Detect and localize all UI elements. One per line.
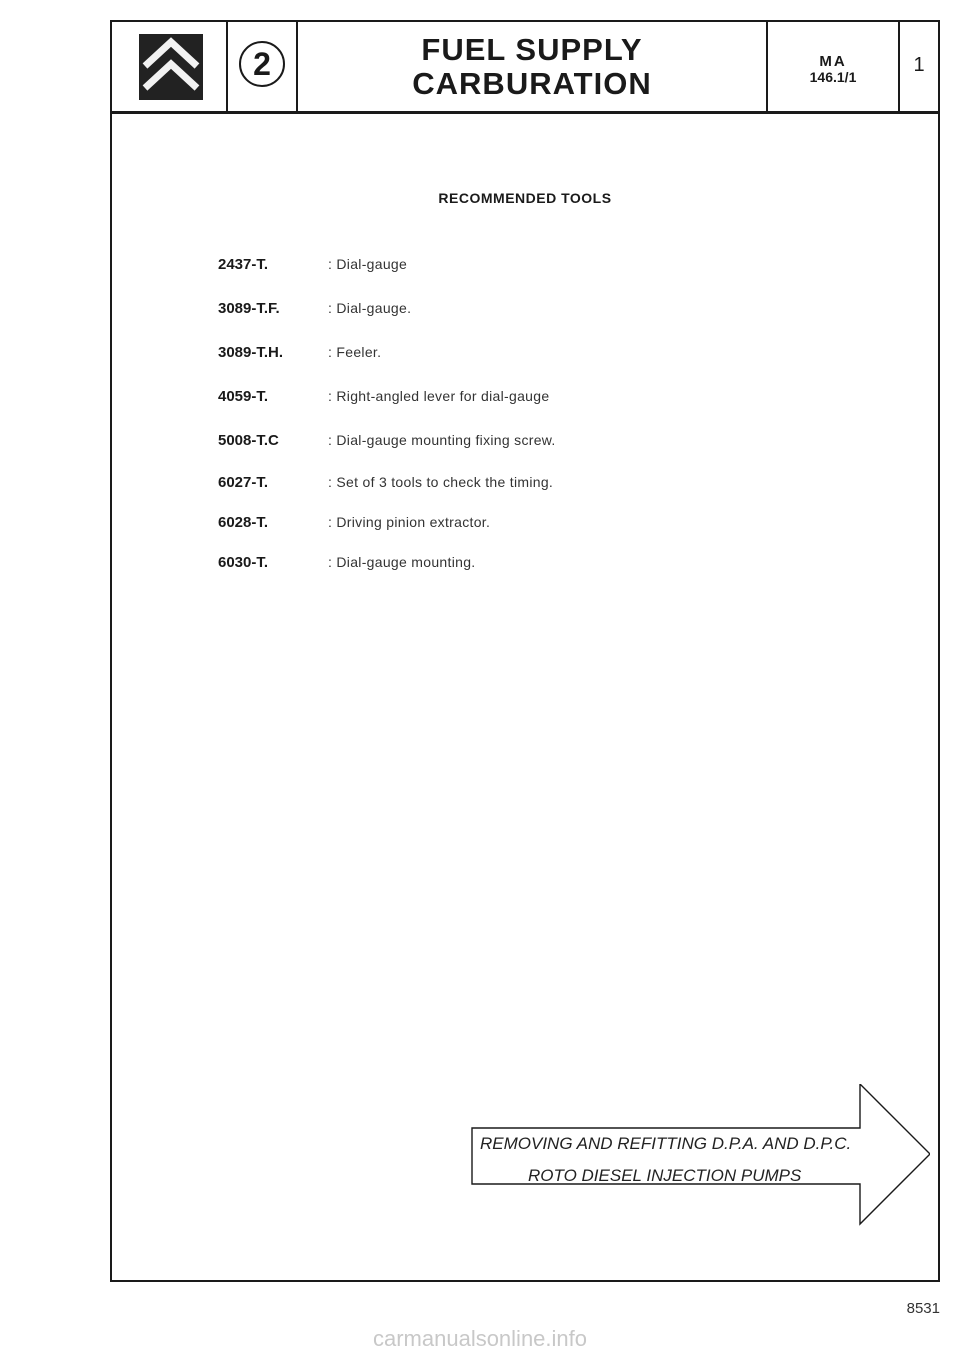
section-title: RECOMMENDED TOOLS <box>438 190 612 206</box>
reference-number: 146.1/1 <box>809 69 857 85</box>
double-chevron-icon <box>139 34 203 100</box>
tool-description: : Dial-gauge <box>328 256 407 272</box>
page-cell <box>900 22 938 111</box>
tool-code: 6030-T. <box>218 554 269 571</box>
tool-description: : Feeler. <box>328 344 381 360</box>
tool-description: : Right-angled lever for dial-gauge <box>328 388 549 404</box>
tool-description: : Set of 3 tools to check the timing. <box>328 474 553 490</box>
title-line-1: FUEL SUPPLY <box>421 32 643 67</box>
header <box>112 22 938 114</box>
title-line-2: CARBURATION <box>412 66 652 101</box>
watermark: carmanualsonline.info <box>372 1326 588 1351</box>
tool-description: : Dial-gauge mounting. <box>328 554 475 570</box>
title-cell <box>298 22 768 111</box>
tool-code: 3089-T.F. <box>218 300 280 317</box>
citroen-logo <box>139 34 203 100</box>
next-topic-arrow <box>470 1084 930 1244</box>
tool-code: 2437-T. <box>218 256 269 273</box>
page-number: 1 <box>913 54 925 76</box>
section-number: 2 <box>239 41 285 87</box>
next-topic-line-1: REMOVING AND REFITTING D.P.A. AND D.P.C. <box>480 1134 852 1153</box>
next-topic-line-2: ROTO DIESEL INJECTION PUMPS <box>528 1166 802 1185</box>
tool-code: 6027-T. <box>218 474 269 491</box>
tool-description: : Driving pinion extractor. <box>328 514 490 530</box>
document-number: 8531 <box>906 1300 940 1317</box>
reference-cell <box>768 22 900 111</box>
section-number-cell <box>228 22 298 111</box>
page-frame <box>110 20 940 1282</box>
tool-description: : Dial-gauge mounting fixing screw. <box>328 432 556 448</box>
tool-code: 6028-T. <box>218 514 269 531</box>
logo-cell <box>112 22 228 111</box>
reference-code: MA <box>819 53 847 70</box>
tool-code: 5008-T.C <box>218 432 279 449</box>
tool-code: 4059-T. <box>218 388 269 405</box>
tool-code: 3089-T.H. <box>218 344 284 361</box>
tool-description: : Dial-gauge. <box>328 300 411 316</box>
